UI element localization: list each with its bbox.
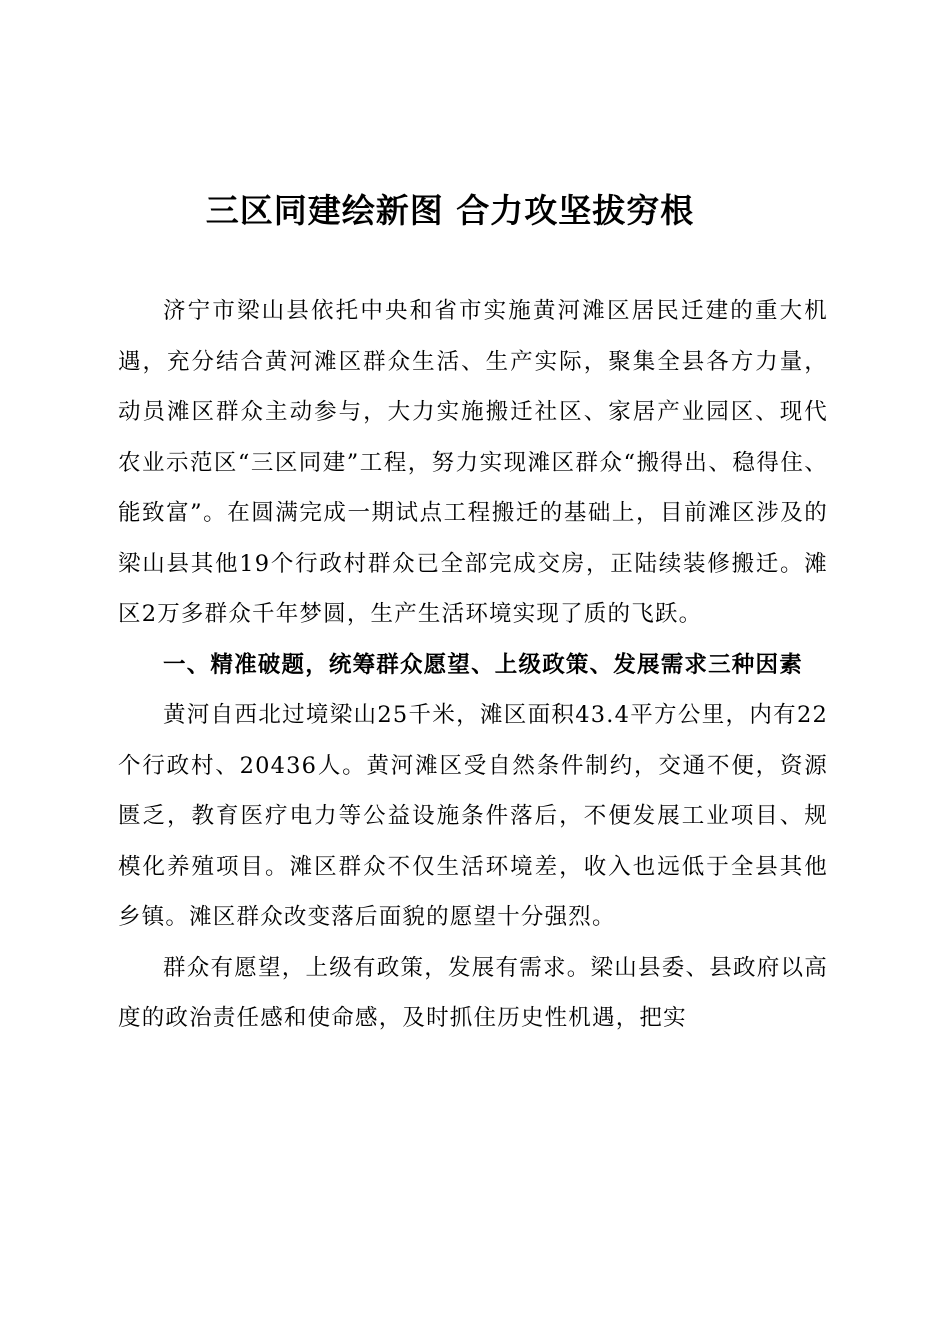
section-1-paragraph-2: 群众有愿望，上级有政策，发展有需求。梁山县委、县政府以高度的政治责任感和使命感，及时抓住历史性机遇，把实 xyxy=(118,954,828,1031)
document-body xyxy=(118,286,828,1044)
section-1-paragraph-1: 黄河自西北过境梁山25千米，滩区面积43.4平方公里，内有22个行政村、20436人。黄河滩区受自然条件制约，交通不便，资源匮乏，教育医疗电力等公益设施条件落后，不便发展工业项目、规模化养殖项目。滩区群众不仅生活环境差，收入也远低于全县其他乡镇。滩区群众改变落后面貌的愿望十分强烈。 xyxy=(118,702,828,930)
document-title: 三区同建绘新图 合力攻坚拔穷根 xyxy=(205,191,695,230)
section-1-heading: 一、精准破题，统筹群众愿望、上级政策、发展需求三种因素 xyxy=(163,651,803,678)
intro-paragraph: 济宁市梁山县依托中央和省市实施黄河滩区居民迁建的重大机遇，充分结合黄河滩区群众生活、生产实际，聚集全县各方力量，动员滩区群众主动参与，大力实施搬迁社区、家居产业园区、现代农业示范区“三区同建”工程，努力实现滩区群众“搬得出、稳得住、能致富”。在圆满完成一期试点工程搬迁的基础上，目前滩区涉及的梁山县其他19个行政村群众已全部完成交房，正陆续装修搬迁。滩区2万多群众千年梦圆，生产生活环境实现了质的飞跃。 xyxy=(118,298,828,627)
